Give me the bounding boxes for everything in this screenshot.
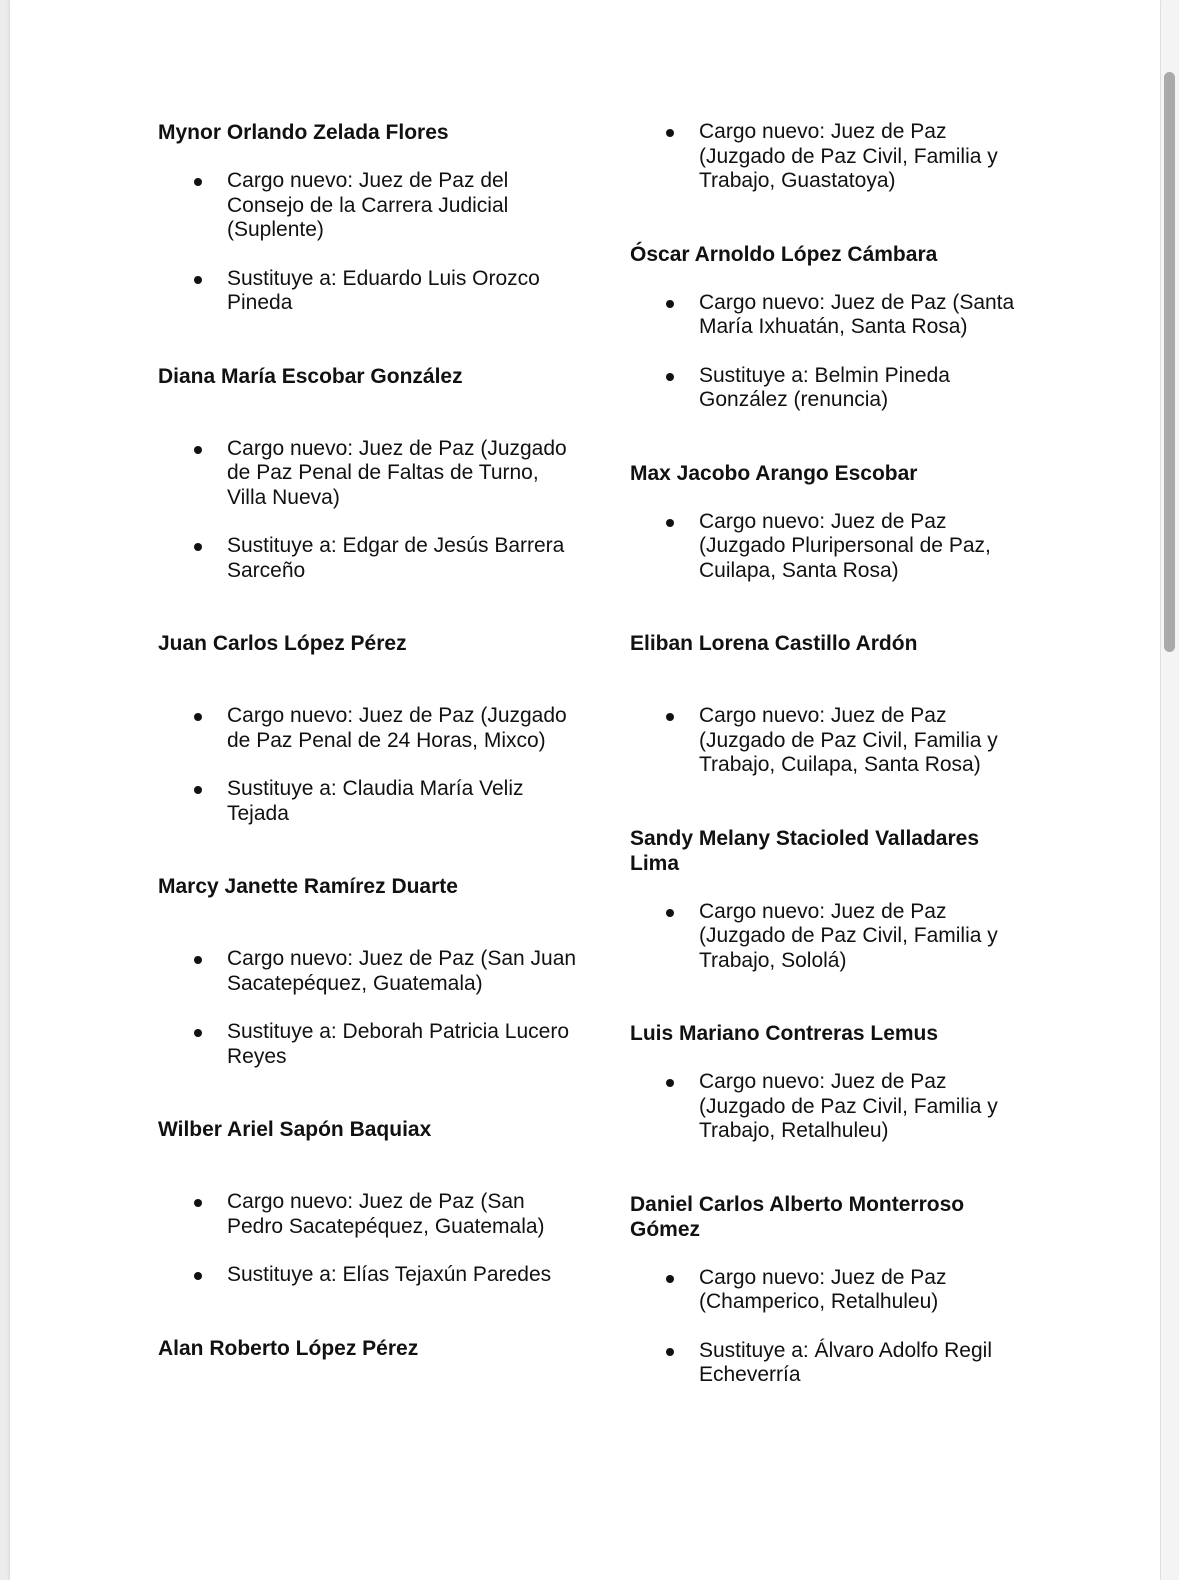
detail-item: [630, 1266, 1030, 1315]
detail-text: Cargo nuevo: Juez de Paz (Juzgado de Paz Civil, Familia y Trabajo, Guastatoya): [699, 120, 998, 192]
bullet-icon: [194, 1199, 202, 1207]
detail-item: [158, 437, 578, 511]
detail-list: [630, 510, 1030, 584]
detail-list: [630, 291, 1030, 413]
detail-list: [158, 1190, 578, 1288]
detail-list: [158, 169, 578, 316]
bullet-icon: [666, 909, 674, 917]
entry-diana-maria-escobar-gonzalez: [158, 364, 578, 584]
entry-oscar-arnoldo-lopez-cambara: [630, 242, 1030, 413]
detail-text: Sustituye a: Belmin Pineda González (renuncia): [699, 363, 950, 411]
entry-eliban-lorena-castillo-ardon: [630, 631, 1030, 778]
detail-list: [630, 120, 1030, 194]
bullet-icon: [194, 543, 202, 551]
detail-text: Cargo nuevo: Juez de Paz (Juzgado de Paz Civil, Familia y Trabajo, Cuilapa, Santa Rosa): [699, 704, 998, 776]
entry-alan-roberto-lopez-perez: [158, 1336, 578, 1361]
bullet-icon: [194, 276, 202, 284]
person-name: Luis Mariano Contreras Lemus: [630, 1022, 939, 1045]
detail-item: [158, 777, 578, 826]
entry-continued-0: [630, 120, 1030, 194]
detail-item: [158, 947, 578, 996]
detail-item: [158, 267, 578, 316]
detail-list: [158, 947, 578, 1069]
person-name: Juan Carlos López Pérez: [158, 632, 407, 655]
bullet-icon: [194, 446, 202, 454]
detail-item: [630, 1070, 1030, 1144]
person-name: Max Jacobo Arango Escobar: [630, 461, 918, 485]
detail-item: [630, 900, 1030, 974]
person-name: Diana María Escobar González: [158, 364, 463, 388]
detail-item: [158, 1020, 578, 1069]
entry-juan-carlos-lopez-perez: [158, 631, 578, 826]
entry-wilber-ariel-sapon-baquiax: [158, 1117, 578, 1288]
detail-text: Sustituye a: Deborah Patricia Lucero Reyes: [227, 1020, 570, 1068]
detail-text: Cargo nuevo: Juez de Paz (Juzgado de Paz Civil, Familia y Trabajo, Sololá): [699, 899, 998, 972]
person-name: Daniel Carlos Alberto Monterroso Gómez: [630, 1192, 965, 1241]
bullet-icon: [666, 129, 674, 137]
detail-text: Cargo nuevo: Juez de Paz del Consejo de la Carrera Judicial (Suplente): [227, 169, 509, 241]
right-column: [630, 120, 1030, 1388]
bullet-icon: [194, 713, 202, 721]
detail-text: Sustituye a: Eduardo Luis Orozco Pineda: [227, 266, 540, 314]
person-name: Sandy Melany Stacioled Valladares Lima: [630, 826, 979, 875]
detail-item: [158, 1190, 578, 1239]
entry-luis-mariano-contreras-lemus: [630, 1021, 1030, 1144]
detail-text: Cargo nuevo: Juez de Paz (San Pedro Sacatepéquez, Guatemala): [227, 1190, 545, 1238]
person-name: Wilber Ariel Sapón Baquiax: [158, 1118, 432, 1141]
detail-list: [630, 1070, 1030, 1144]
entry-sandy-melany-stacioled-valladares-lima: [630, 826, 1030, 974]
bullet-icon: [666, 713, 674, 721]
bullet-icon: [194, 1029, 202, 1037]
bullet-icon: [194, 1272, 202, 1280]
detail-item: [630, 120, 1030, 194]
detail-list: [158, 437, 578, 584]
detail-item: [158, 1263, 578, 1288]
detail-item: [630, 510, 1030, 584]
bullet-icon: [666, 1275, 674, 1283]
entry-max-jacobo-arango-escobar: [630, 461, 1030, 584]
bullet-icon: [194, 178, 202, 186]
bullet-icon: [194, 786, 202, 794]
detail-item: [630, 704, 1030, 778]
scrollbar-thumb[interactable]: [1164, 72, 1175, 652]
detail-list: [158, 704, 578, 826]
detail-text: Cargo nuevo: Juez de Paz (Juzgado de Paz Civil, Familia y Trabajo, Retalhuleu): [699, 1070, 998, 1142]
person-name: Mynor Orlando Zelada Flores: [158, 121, 449, 144]
detail-text: Cargo nuevo: Juez de Paz (Juzgado de Paz Penal de Faltas de Turno, Villa Nueva): [227, 436, 567, 509]
detail-text: Sustituye a: Álvaro Adolfo Regil Echeverría: [699, 1338, 992, 1386]
bullet-icon: [666, 1348, 674, 1356]
bullet-icon: [666, 519, 674, 527]
person-name: Alan Roberto López Pérez: [158, 1336, 419, 1360]
bullet-icon: [666, 1079, 674, 1087]
detail-text: Cargo nuevo: Juez de Paz (San Juan Sacatepéquez, Guatemala): [227, 947, 577, 995]
detail-text: Cargo nuevo: Juez de Paz (Juzgado de Paz Penal de 24 Horas, Mixco): [227, 704, 567, 752]
detail-item: [630, 1339, 1030, 1388]
detail-item: [158, 704, 578, 753]
detail-text: Sustituye a: Elías Tejaxún Paredes: [227, 1263, 552, 1286]
entry-daniel-carlos-alberto-monterroso-gomez: [630, 1192, 1030, 1388]
person-name: Eliban Lorena Castillo Ardón: [630, 632, 918, 655]
detail-text: Sustituye a: Claudia María Veliz Tejada: [227, 777, 524, 825]
detail-text: Sustituye a: Edgar de Jesús Barrera Sarceño: [227, 534, 565, 582]
detail-list: [630, 900, 1030, 974]
left-column: [158, 120, 578, 1361]
detail-item: [630, 291, 1030, 340]
detail-text: Cargo nuevo: Juez de Paz (Juzgado Pluripersonal de Paz, Cuilapa, Santa Rosa): [699, 509, 991, 582]
person-name: Óscar Arnoldo López Cámbara: [630, 242, 938, 266]
detail-list: [630, 704, 1030, 778]
detail-item: [630, 364, 1030, 413]
bullet-icon: [194, 956, 202, 964]
entry-mynor-orlando-zelada-flores: [158, 120, 578, 316]
person-name: Marcy Janette Ramírez Duarte: [158, 875, 458, 898]
bullet-icon: [666, 300, 674, 308]
vertical-scrollbar[interactable]: [1161, 0, 1179, 1580]
document-page: [10, 0, 1160, 1580]
detail-item: [158, 169, 578, 243]
detail-text: Cargo nuevo: Juez de Paz (Champerico, Retalhuleu): [699, 1265, 947, 1313]
detail-text: Cargo nuevo: Juez de Paz (Santa María Ixhuatán, Santa Rosa): [699, 290, 1015, 338]
bullet-icon: [666, 373, 674, 381]
detail-list: [630, 1266, 1030, 1388]
detail-item: [158, 534, 578, 583]
entry-marcy-janette-ramirez-duarte: [158, 874, 578, 1069]
